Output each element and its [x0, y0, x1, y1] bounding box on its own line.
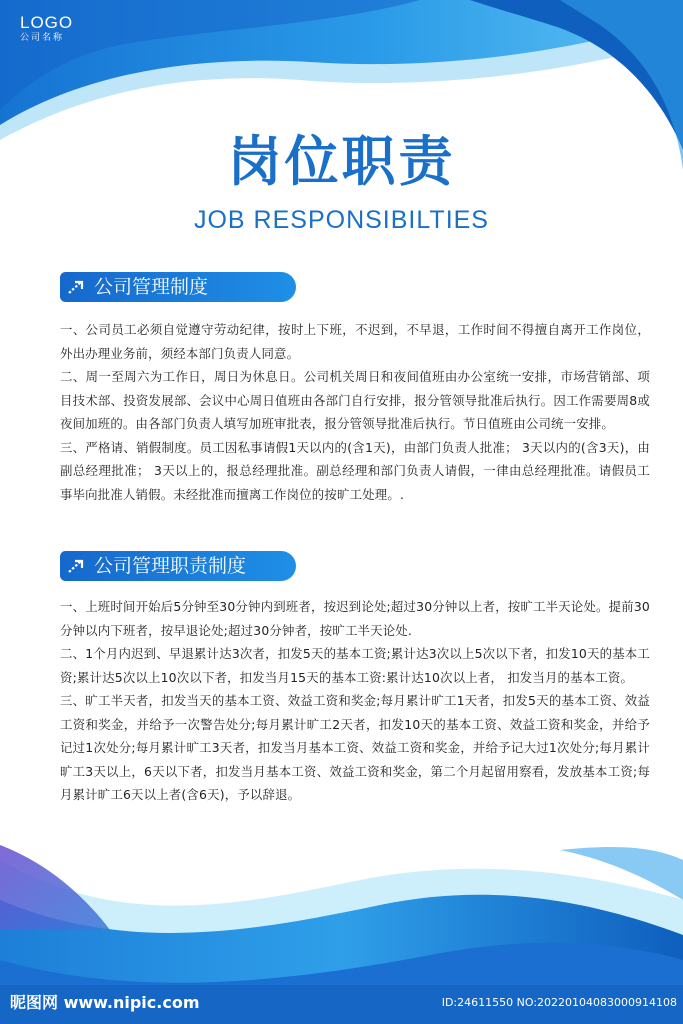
logo-subtext: 公司名称	[20, 33, 65, 43]
logo-text: LOGO	[20, 13, 74, 32]
paragraph: 一、公司员工必须自觉遵守劳动纪律，按时上下班，不迟到，不早退，工作时间不得擅自离开工作岗位，外出办理业务前，须经本部门负责人同意。	[60, 322, 650, 361]
image-id: ID:24611550 NO:20220104083000914108	[441, 996, 677, 1009]
section-heading: 公司管理职责制度	[94, 555, 247, 577]
paragraph: 三、严格请、销假制度。员工因私事请假1天以内的(含1天)，由部门负责人批准； 3天以内的(含3天)，由副总经理批准； 3天以上的，报总经理批准。副总经理和部门负责人请假，一律由总经理批准。请假员工事毕向批准人销假。未经批准而擅离工作岗位的按旷工处理。.	[60, 439, 650, 502]
watermark: 昵图网 www.nipic.com	[10, 993, 200, 1012]
paragraph: 三、旷工半天者，扣发当天的基本工资、效益工资和奖金;每月累计旷工1天者，扣发5天的基本工资、效益工资和奖金，并给予一次警告处分;每月累计旷工2天者，扣发10天的基本工资、效益工资和奖金，并给予记过1次处分;每月累计旷工3天者，扣发当月基本工资、效益工资和奖金，并给予记大过1次处分;每月累计旷工3天以上，6天以下者，扣发当月基本工资、效益工资和奖金，第二个月起留用察看，发放基本工资;每月累计旷工6天以上者(含6天)，予以辞退。	[60, 693, 650, 802]
paragraph: 一、上班时间开始后5分钟至30分钟内到班者，按迟到论处;超过30分钟以上者，按旷工半天论处。提前30分钟以内下班者，按早退论处;超过30分钟者，按旷工半天论处.	[60, 599, 650, 638]
section-header-management-responsibility	[60, 551, 296, 581]
section-heading: 公司管理制度	[94, 276, 209, 298]
section-body-management-responsibility	[60, 595, 650, 807]
paragraph: 二、周一至周六为工作日，周日为休息日。公司机关周日和夜间值班由办公室统一安排，市场营销部、项目技术部、投资发展部、会议中心周日值班由各部门自行安排，报分管领导批准后执行。因工作需要周8或夜间加班的。由各部门负责人填写加班审批表，报分管领导批准后执行。节日值班由公司统一安排。	[60, 369, 650, 431]
section-body-company-management	[60, 318, 650, 506]
page-title: 岗位职责	[227, 130, 456, 193]
arrow-icon	[60, 272, 92, 302]
arrow-icon	[60, 551, 92, 581]
paragraph: 二、1个月内迟到、早退累计达3次者，扣发5天的基本工资;累计达3次以上5次以下者，扣发10天的基本工资;累计达5次以上10次以下者，扣发当月15天的基本工资:累计达10次以上者， 扣发当月的基本工资。	[60, 646, 650, 685]
section-header-company-management	[60, 272, 296, 302]
page-subtitle: JOB RESPONSIBILTIES	[193, 206, 489, 234]
company-logo	[20, 14, 73, 44]
